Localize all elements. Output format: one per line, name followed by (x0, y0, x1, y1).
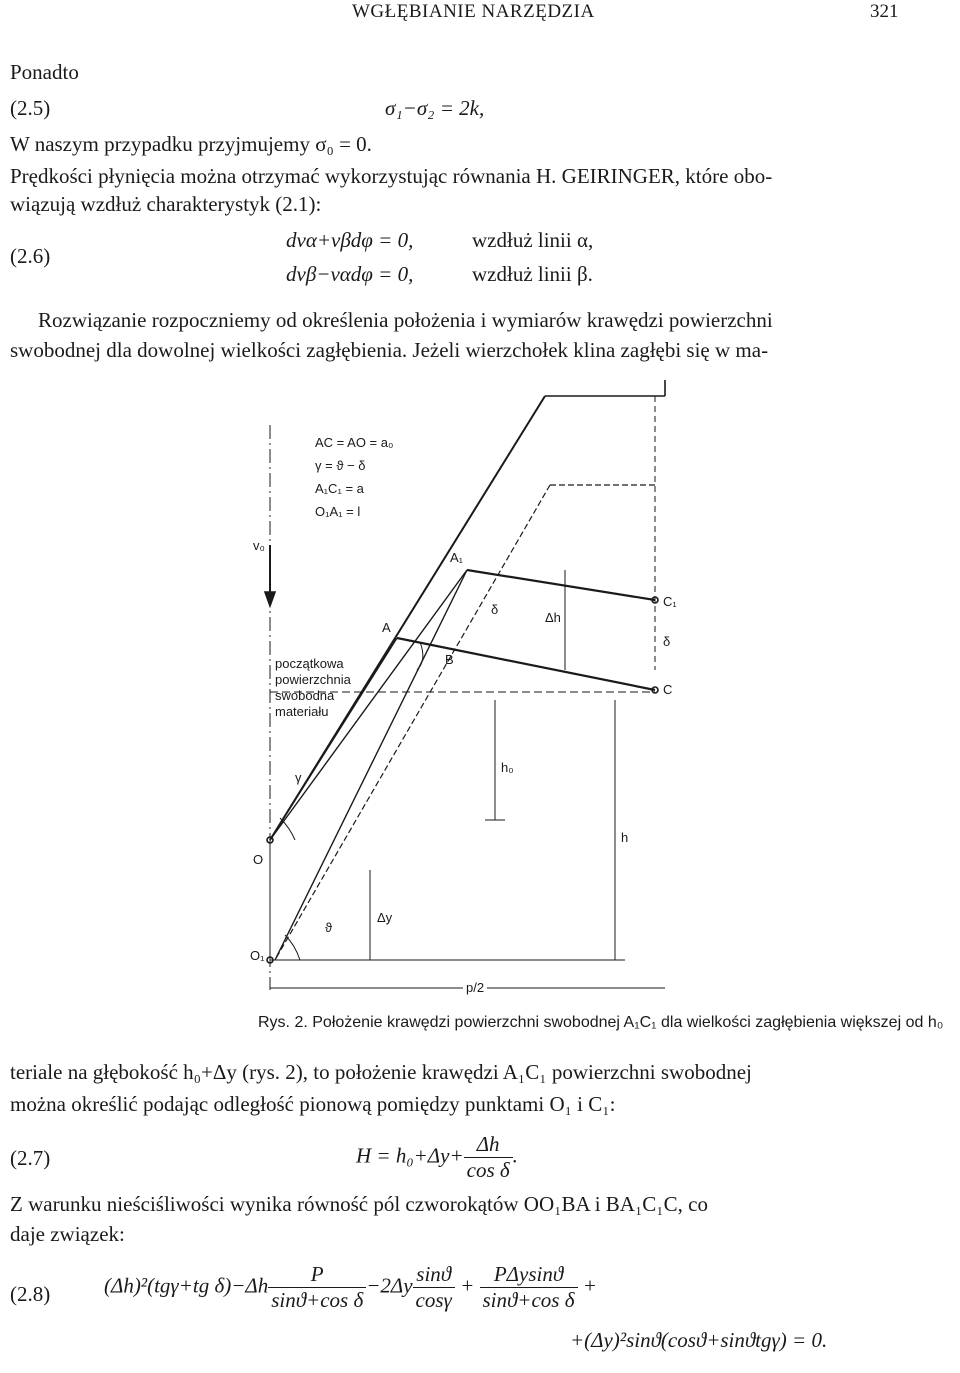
wedge-inner-line-2 (275, 570, 467, 960)
label-surface-3: swobodna (275, 688, 335, 703)
paragraph-depth-line1: teriale na głębokość h₀+Δy (rys. 2), to położenie krawędzi A₁C₁ powierzchni swobodnej (10, 1060, 752, 1084)
equation-2-8-fraction2 (413, 1262, 455, 1313)
label-surface-1: początkowa (275, 656, 344, 671)
equation-number-2-8: (2.8) (10, 1282, 51, 1306)
equation-2-8-f2-den: cosγ (415, 1288, 452, 1312)
paragraph-ponadto: Ponadto (10, 60, 79, 84)
equation-2-7-num: Δh (464, 1132, 513, 1158)
label-dy: Δy (377, 910, 393, 925)
equation-2-8-part2: −2Δy (366, 1273, 413, 1298)
equation-2-6-line1: dvα+vβdφ = 0, (286, 228, 414, 252)
legend-a1c1: A₁C₁ = a (315, 481, 364, 496)
equation-2-8-plus1: + (460, 1273, 475, 1298)
page-number: 321 (870, 1, 899, 22)
angle-arc-B (417, 642, 423, 670)
paragraph-incompressibility-line1: Z warunku nieściśliwości wynika równość pól czworokątów OO₁BA i BA₁C₁C, co (10, 1192, 708, 1216)
equation-2-6-line2-desc: wzdłuż linii β. (472, 262, 593, 286)
running-header (0, 0, 960, 28)
wedge-edge-dashed (275, 485, 550, 960)
equation-2-8-line1 (104, 1262, 597, 1313)
equation-2-8-f1-num: P (268, 1262, 366, 1288)
equation-2-7-fraction (464, 1132, 513, 1183)
paragraph-velocity-line2: wiązują wzdłuż charakterystyk (2.1): (10, 192, 322, 216)
label-gamma-angle: γ (295, 770, 302, 785)
equation-2-6-line1-desc: wzdłuż linii α, (472, 228, 594, 252)
equation-number-2-6: (2.6) (10, 244, 51, 268)
label-C1: C₁ (663, 594, 677, 609)
equation-2-5: σ₁−σ₂ = 2k, (385, 96, 485, 120)
equation-2-8-f1-den: sinϑ+cos δ (271, 1288, 364, 1312)
label-p2: p/2 (463, 980, 487, 995)
label-B: B (445, 652, 454, 667)
paragraph-solution-line2: swobodnej dla dowolnej wielkości zagłębienia. Jeżeli wierzchołek klina zagłębi się w ma- (10, 338, 769, 362)
equation-2-7: H = h₀+Δy+ $\frac{\Delta h}{\text{cos δ}}$ . (356, 1132, 518, 1182)
figure-2 (245, 370, 695, 1010)
label-surface-2: powierzchnia (275, 672, 351, 687)
label-h: h (621, 830, 629, 845)
caption-text: Położenie krawędzi powierzchni swobodnej A₁C₁ dla wielkości zagłębienia większej od h₀ (312, 1014, 944, 1031)
label-v0: v₀ (253, 538, 265, 553)
equation-2-8-fraction3 (480, 1262, 578, 1313)
label-delta-top: δ (491, 602, 499, 617)
label-A: A (382, 620, 391, 635)
equation-2-8-f3-num: PΔysinϑ (480, 1262, 578, 1288)
paragraph-velocity-line1: Prędkości płynięcia można otrzymać wykorzystując równania H. GEIRINGER, które obo- (10, 164, 773, 188)
label-dh: Δh (545, 610, 561, 625)
legend-o1a1: O₁A₁ = l (315, 504, 361, 519)
label-surface-4: materiału (275, 704, 329, 719)
v0-arrowhead (265, 592, 275, 606)
paragraph-incompressibility-line2: daje związek: (10, 1222, 125, 1246)
surface-A1-C1 (467, 570, 655, 600)
figure-caption (258, 1014, 943, 1032)
legend-ac: AC = AO = a₀ (315, 435, 394, 450)
caption-prefix: Rys. 2. (258, 1014, 308, 1031)
label-h0: h₀ (501, 760, 514, 775)
equation-2-8-f2-num: sinϑ (413, 1262, 455, 1288)
equation-2-8-plus2: + (582, 1273, 597, 1298)
equation-2-7-lhs: H = h₀+Δy+ (356, 1143, 464, 1168)
equation-2-8-line2: +(Δy)²sinϑ(cosϑ+sinϑtgγ) = 0. (570, 1328, 828, 1352)
paragraph-solution-line1: Rozwiązanie rozpoczniemy od określenia położenia i wymiarów krawędzi powierzchni (38, 308, 773, 332)
label-C: C (663, 682, 673, 697)
equation-2-8-part1: (Δh)²(tgγ+tg δ)−Δh (104, 1273, 269, 1298)
legend-gamma: γ = ϑ − δ (315, 458, 366, 473)
equation-2-8-fraction1 (268, 1262, 366, 1313)
equation-2-8-f3-den: sinϑ+cos δ (482, 1288, 575, 1312)
equation-2-7-den: cos δ (466, 1158, 510, 1182)
equation-2-6-line2: dvβ−vαdφ = 0, (286, 262, 414, 286)
equation-number-2-7: (2.7) (10, 1146, 51, 1170)
paragraph-assumption: W naszym przypadku przyjmujemy σ₀ = 0. (10, 132, 372, 156)
label-A1: A₁ (450, 550, 464, 565)
label-O: O (253, 852, 264, 867)
label-theta-angle: ϑ (325, 920, 333, 935)
label-delta-right: δ (663, 634, 671, 649)
equation-number-2-5: (2.5) (10, 96, 51, 120)
running-title: WGŁĘBIANIE NARZĘDZIA (352, 1, 595, 22)
paragraph-depth-line2: można określić podając odległość pionową pomiędzy punktami O₁ i C₁: (10, 1092, 616, 1116)
label-O1: O₁ (250, 948, 265, 963)
